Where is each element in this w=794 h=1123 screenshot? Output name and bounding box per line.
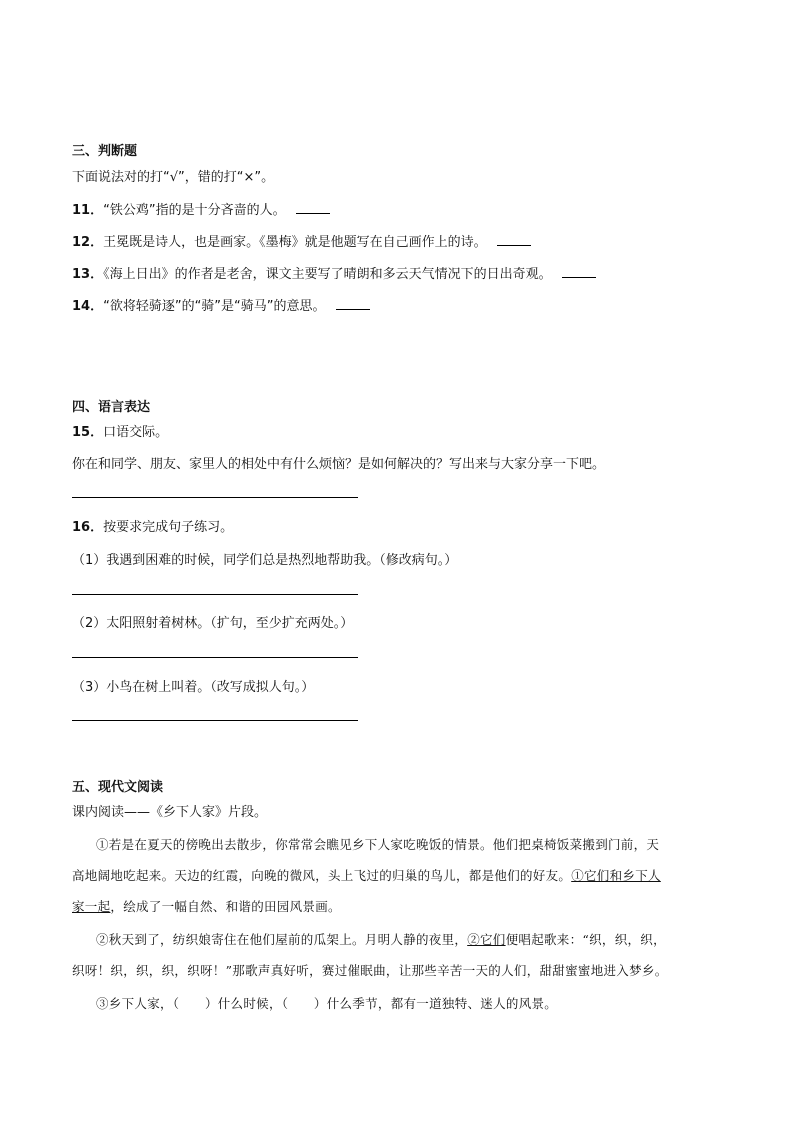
passage-text: 便唱起歌来：“织，织，织， [505,932,666,947]
question-text: “欲将轻骑逐”的“骑”是“骑马”的意思。 [103,299,326,314]
question-text: 王冕既是诗人，也是画家。《墨梅》就是他题写在自己画作上的诗。 [103,235,487,250]
question-title: 口语交际。 [103,425,169,440]
answer-line[interactable] [72,497,358,498]
question-16 [72,516,233,535]
section-5-intro: 课内阅读——《乡下人家》片段。 [72,805,268,820]
question-13 [72,263,596,282]
question-number: 11． [72,203,104,218]
question-text: 《海上日出》的作者是老舍，课文主要写了晴朗和多云天气情况下的日出奇观。 [103,267,552,282]
passage-text: ，绘成了一幅自然、和谐的田园风景画。 [110,899,341,914]
passage-line [96,930,756,948]
underlined-sentence: ②它们 [467,932,506,947]
section-3-heading: 三、判断题 [72,144,138,159]
section-4-heading: 四、语言表达 [72,400,151,415]
answer-blank[interactable] [296,201,330,214]
passage-text: 高地阔地吃起来。天边的红霞，向晚的微风，头上飞过的归巢的鸟儿，都是他们的好友。 [72,868,572,883]
underlined-sentence: ①它们和乡下人 [571,868,661,883]
section-3-instruction: 下面说法对的打“√”，错的打“×”。 [72,170,275,185]
question-number: 15． [72,425,104,440]
answer-line[interactable] [72,657,358,658]
question-11 [72,199,330,218]
question-12 [72,231,531,250]
passage-line: ①若是在夏天的傍晚出去散步，你常常会瞧见乡下人家吃晚饭的情景。他们把桌椅饭菜搬到门前，天 [96,837,660,852]
passage-line: ③乡下人家，（ ）什么时候，（ ）什么季节，都有一道独特、迷人的风景。 [96,996,558,1011]
question-number: 14． [72,299,104,314]
answer-blank[interactable] [497,233,531,246]
question-number: 12． [72,235,104,250]
question-16-item-3: （3）小鸟在树上叫着。（改写成拟人句。） [72,680,315,695]
section-5-heading: 五、现代文阅读 [72,780,164,795]
question-number: 13． [72,267,104,282]
question-title: 按要求完成句子练习。 [103,520,234,535]
question-number: 16． [72,520,104,535]
question-15-prompt: 你在和同学、朋友、家里人的相处中有什么烦恼？是如何解决的？写出来与大家分享一下吧。 [72,457,606,472]
passage-line: 织呀！织，织，织，织呀！”那歌声真好听，赛过催眠曲，让那些辛苦一天的人们，甜甜蜜蜜地进入梦乡。 [72,963,668,978]
answer-blank[interactable] [562,265,596,278]
passage-line [72,866,732,884]
passage-text: ②秋天到了，纺织娘寄住在他们屋前的瓜架上。月明人静的夜里， [96,932,468,947]
underlined-sentence: 家一起 [72,899,111,914]
question-14 [72,295,370,314]
question-15 [72,421,168,440]
question-text: “铁公鸡”指的是十分吝啬的人。 [103,203,286,218]
passage-line [72,897,732,915]
answer-line[interactable] [72,594,358,595]
answer-blank[interactable] [336,297,370,310]
question-16-item-2: （2）太阳照射着树林。（扩句，至少扩充两处。） [72,616,354,631]
question-16-item-1: （1）我遇到困难的时候，同学们总是热烈地帮助我。（修改病句。） [72,553,458,568]
answer-line[interactable] [72,720,358,721]
